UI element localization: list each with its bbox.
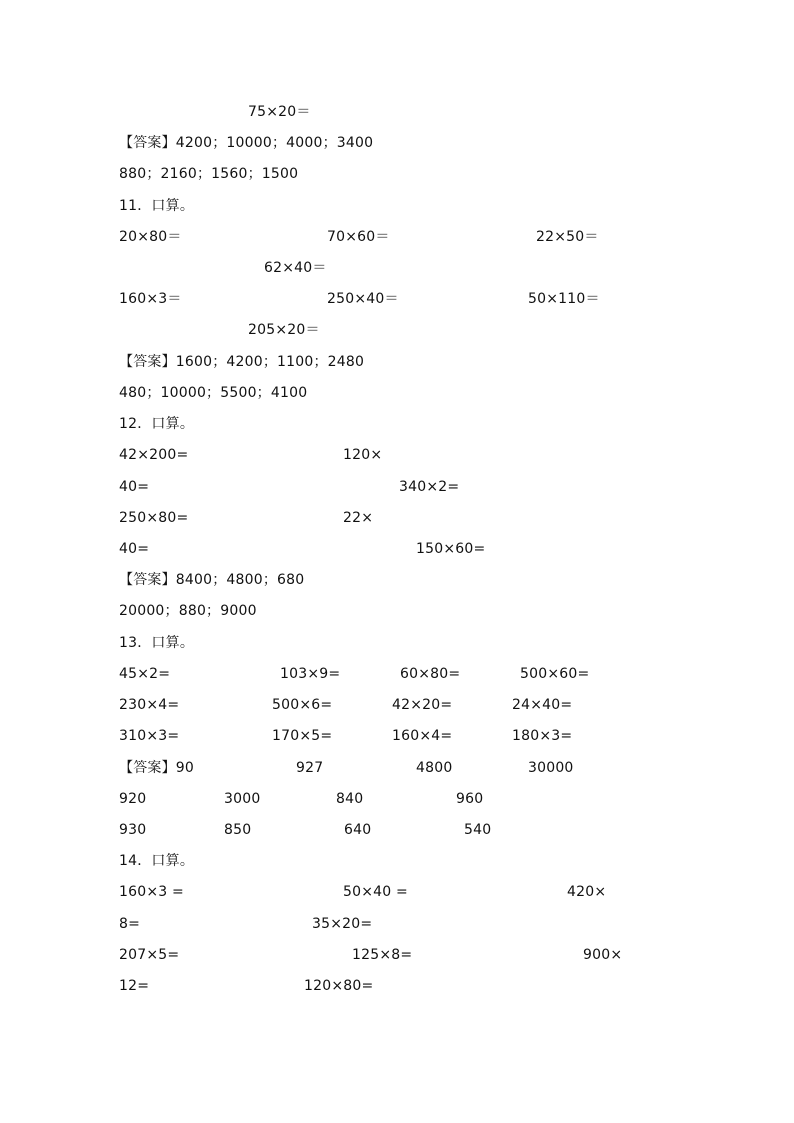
- q12-expr-22x: 22×: [343, 510, 374, 526]
- q13-title: 13．口算。: [119, 635, 195, 651]
- q11-expr-70x60: 70×60＝: [327, 229, 390, 245]
- q11-expr-20x80: 20×80＝: [119, 229, 182, 245]
- q12-answer-2: 20000；880；9000: [119, 603, 257, 619]
- q12-expr-250x80: 250×80=: [119, 510, 189, 526]
- q14-expr-160x3: 160×3 =: [119, 884, 184, 900]
- q11-expr-22x50: 22×50＝: [536, 229, 599, 245]
- q13-answer-value: 930: [119, 822, 147, 838]
- q14-expr-900x: 900×: [583, 947, 623, 963]
- q13-answer-value: 640: [344, 822, 372, 838]
- q10-answer-2: 880；2160；1560；1500: [119, 166, 299, 182]
- q13-answer-value: 927: [296, 760, 324, 776]
- q11-answer-2: 480；10000；5500；4100: [119, 385, 308, 401]
- q13-expr-500x6: 500×6=: [272, 697, 333, 713]
- q13-expr-310x3: 310×3=: [119, 728, 180, 744]
- q13-answer-value: 960: [456, 791, 484, 807]
- q12-expr-42x200: 42×200=: [119, 447, 189, 463]
- q13-expr-42x20: 42×20=: [392, 697, 453, 713]
- q11-expr-50x110: 50×110＝: [528, 291, 600, 307]
- q13-expr-170x5: 170×5=: [272, 728, 333, 744]
- q13-answer-label: 【答案】90: [119, 760, 195, 776]
- q13-expr-24x40: 24×40=: [512, 697, 573, 713]
- q13-answer-value: 30000: [528, 760, 574, 776]
- q14-expr-125x8: 125×8=: [352, 947, 413, 963]
- q13-answer-value: 4800: [416, 760, 453, 776]
- q13-answer-value: 840: [336, 791, 364, 807]
- q13-expr-180x3: 180×3=: [512, 728, 573, 744]
- q14-expr-12: 12=: [119, 978, 150, 994]
- q11-expr-160x3: 160×3＝: [119, 291, 182, 307]
- q14-title: 14．口算。: [119, 853, 195, 869]
- q12-expr-40-b: 40=: [119, 541, 150, 557]
- q12-expr-120x: 120×: [343, 447, 383, 463]
- q14-expr-50x40: 50×40 =: [343, 884, 408, 900]
- q11-expr-205x20: 205×20＝: [248, 322, 320, 338]
- q14-expr-8: 8=: [119, 916, 141, 932]
- q13-expr-60x80: 60×80=: [400, 666, 461, 682]
- q13-expr-45x2: 45×2=: [119, 666, 171, 682]
- q10-answer-1: 【答案】4200；10000；4000；3400: [119, 135, 374, 151]
- q13-expr-230x4: 230×4=: [119, 697, 180, 713]
- q13-expr-500x60: 500×60=: [520, 666, 590, 682]
- q14-expr-120x80: 120×80=: [304, 978, 374, 994]
- q12-expr-340x2: 340×2=: [399, 479, 460, 495]
- q12-expr-150x60: 150×60=: [416, 541, 486, 557]
- q12-title: 12．口算。: [119, 416, 195, 432]
- q11-expr-62x40: 62×40＝: [264, 260, 327, 276]
- q12-answer-1: 【答案】8400；4800；680: [119, 572, 305, 588]
- q13-answer-value: 920: [119, 791, 147, 807]
- q11-title: 11．口算。: [119, 198, 195, 214]
- q12-expr-40-a: 40=: [119, 479, 150, 495]
- q13-expr-160x4: 160×4=: [392, 728, 453, 744]
- q13-answer-value: 540: [464, 822, 492, 838]
- q13-answer-value: 850: [224, 822, 252, 838]
- q13-answer-value: 3000: [224, 791, 261, 807]
- q11-expr-250x40: 250×40＝: [327, 291, 399, 307]
- q10-expr-75x20: 75×20＝: [248, 104, 311, 120]
- q14-expr-420x: 420×: [567, 884, 607, 900]
- q14-expr-35x20: 35×20=: [312, 916, 373, 932]
- q11-answer-1: 【答案】1600；4200；1100；2480: [119, 354, 365, 370]
- q13-expr-103x9: 103×9=: [280, 666, 341, 682]
- q14-expr-207x5: 207×5=: [119, 947, 180, 963]
